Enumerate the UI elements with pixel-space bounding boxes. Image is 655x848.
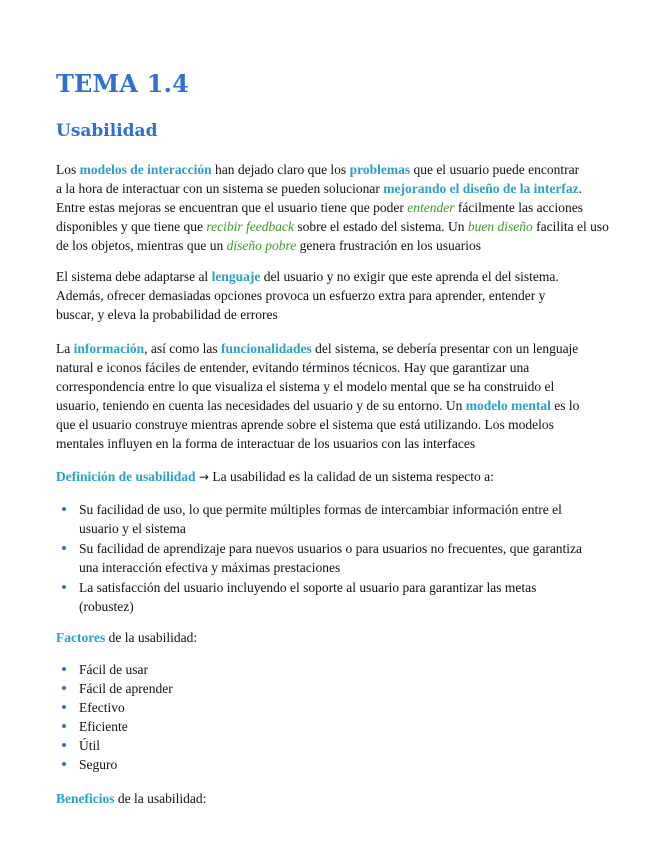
emphasized-term: recibir feedback [206, 219, 294, 234]
paragraph-1-line-3 [56, 198, 583, 217]
text-run: Además, ofrecer demasiadas opciones provoca un esfuerzo extra para aprender, entender y [56, 288, 546, 303]
text-run: facilita el uso [532, 219, 609, 234]
paragraph-2-line-3 [56, 305, 278, 324]
bullet-icon [62, 686, 66, 690]
factors-line [56, 628, 197, 647]
text-run: . [578, 181, 582, 196]
factor-item: Fácil de usar [79, 662, 148, 677]
factor-item: Efectivo [79, 700, 125, 715]
bullet-icon [62, 762, 66, 766]
paragraph-3-line-3 [56, 377, 554, 396]
text-run: que el usuario construye mientras aprende sobre el sistema que está utilizando. Los modelos [56, 417, 554, 432]
bullet-icon [62, 724, 66, 728]
text-run: del usuario y no exigir que este aprenda el del sistema. [260, 269, 559, 284]
factors-term: Factores [56, 630, 106, 645]
bullet-icon [62, 705, 66, 709]
factor-item: Seguro [79, 757, 118, 772]
text-run: Los [56, 162, 80, 177]
arrow-icon: → [198, 470, 209, 484]
paragraph-2-line-2 [56, 286, 545, 305]
definition-line [56, 467, 494, 487]
page-title: TEMA 1.4 [56, 69, 190, 98]
highlighted-term: mejorando el diseño de la interfaz [383, 181, 579, 196]
text-run: fácilmente las acciones [454, 200, 584, 215]
benefits-term: Beneficios [56, 791, 115, 806]
list-item-line-1: Su facilidad de uso, lo que permite múltiples formas de intercambiar información entre el [79, 502, 562, 517]
emphasized-term: diseño pobre [226, 238, 297, 253]
list-item-line-2: una interacción efectiva y máximas prestaciones [79, 560, 341, 575]
highlighted-term: información [73, 341, 145, 356]
text-run: Entre estas mejoras se encuentran que el usuario tiene que poder [56, 200, 408, 215]
definition-text: La usabilidad es la calidad de un sistema respecto a: [208, 469, 494, 484]
highlighted-term: modelos de interacción [79, 162, 212, 177]
paragraph-3-line-6 [56, 434, 475, 453]
text-run: de los objetos, mientras que un [56, 238, 227, 253]
text-run: del sistema, se debería presentar con un lenguaje [311, 341, 579, 356]
benefits-line [56, 789, 206, 808]
bullet-icon [62, 585, 66, 589]
paragraph-1-line-5 [56, 236, 481, 255]
paragraph-3-line-1 [56, 339, 578, 358]
text-run: que el usuario puede encontrar [410, 162, 580, 177]
text-run: han dejado claro que los [211, 162, 350, 177]
paragraph-1-line-4 [56, 217, 609, 236]
definition-term: Definición de usabilidad [56, 469, 196, 484]
text-run: La [56, 341, 74, 356]
paragraph-2-line-1 [56, 267, 559, 286]
benefits-text: de la usabilidad: [114, 791, 207, 806]
text-run: , así como las [144, 341, 221, 356]
factors-text: de la usabilidad: [105, 630, 198, 645]
highlighted-term: modelo mental [465, 398, 551, 413]
bullet-icon [62, 546, 66, 550]
text-run: disponibles y que tiene que [56, 219, 207, 234]
text-run: genera frustración en los usuarios [296, 238, 482, 253]
paragraph-3-line-4 [56, 396, 579, 415]
highlighted-term: problemas [349, 162, 411, 177]
text-run: sobre el estado del sistema. Un [293, 219, 468, 234]
text-run: El sistema debe adaptarse al [56, 269, 212, 284]
paragraph-3-line-5 [56, 415, 554, 434]
text-run: usuario, teniendo en cuenta las necesidades del usuario y de su entorno. Un [56, 398, 466, 413]
text-run: natural e iconos fáciles de entender, evitando términos técnicos. Hay que garantizar una [56, 360, 530, 375]
paragraph-1-line-1 [56, 160, 579, 179]
emphasized-term: entender [407, 200, 455, 215]
list-item-line-1: Su facilidad de aprendizaje para nuevos usuarios o para usuarios no frecuentes, que garantiza [79, 541, 583, 556]
list-item-line-2: (robustez) [79, 599, 134, 614]
list-item-line-2: usuario y el sistema [79, 521, 186, 536]
bullet-icon [62, 743, 66, 747]
emphasized-term: buen diseño [467, 219, 533, 234]
text-run: mentales influyen en la forma de interactuar de los usuarios con las interfaces [56, 436, 476, 451]
paragraph-3-line-2 [56, 358, 529, 377]
bullet-icon [62, 667, 66, 671]
text-run: a la hora de interactuar con un sistema se pueden solucionar [56, 181, 384, 196]
factor-item: Útil [79, 738, 101, 753]
factor-item: Fácil de aprender [79, 681, 173, 696]
factor-item: Eficiente [79, 719, 128, 734]
bullet-icon [62, 507, 66, 511]
text-run: es lo [550, 398, 580, 413]
highlighted-term: lenguaje [211, 269, 261, 284]
text-run: correspondencia entre lo que visualiza el sistema y el modelo mental que se ha construido el [56, 379, 555, 394]
highlighted-term: funcionalidades [221, 341, 312, 356]
list-item-line-1: La satisfacción del usuario incluyendo el soporte al usuario para garantizar las metas [79, 580, 537, 595]
paragraph-1-line-2 [56, 179, 582, 198]
section-heading: Usabilidad [56, 121, 158, 141]
text-run: buscar, y eleva la probabilidad de errores [56, 307, 278, 322]
